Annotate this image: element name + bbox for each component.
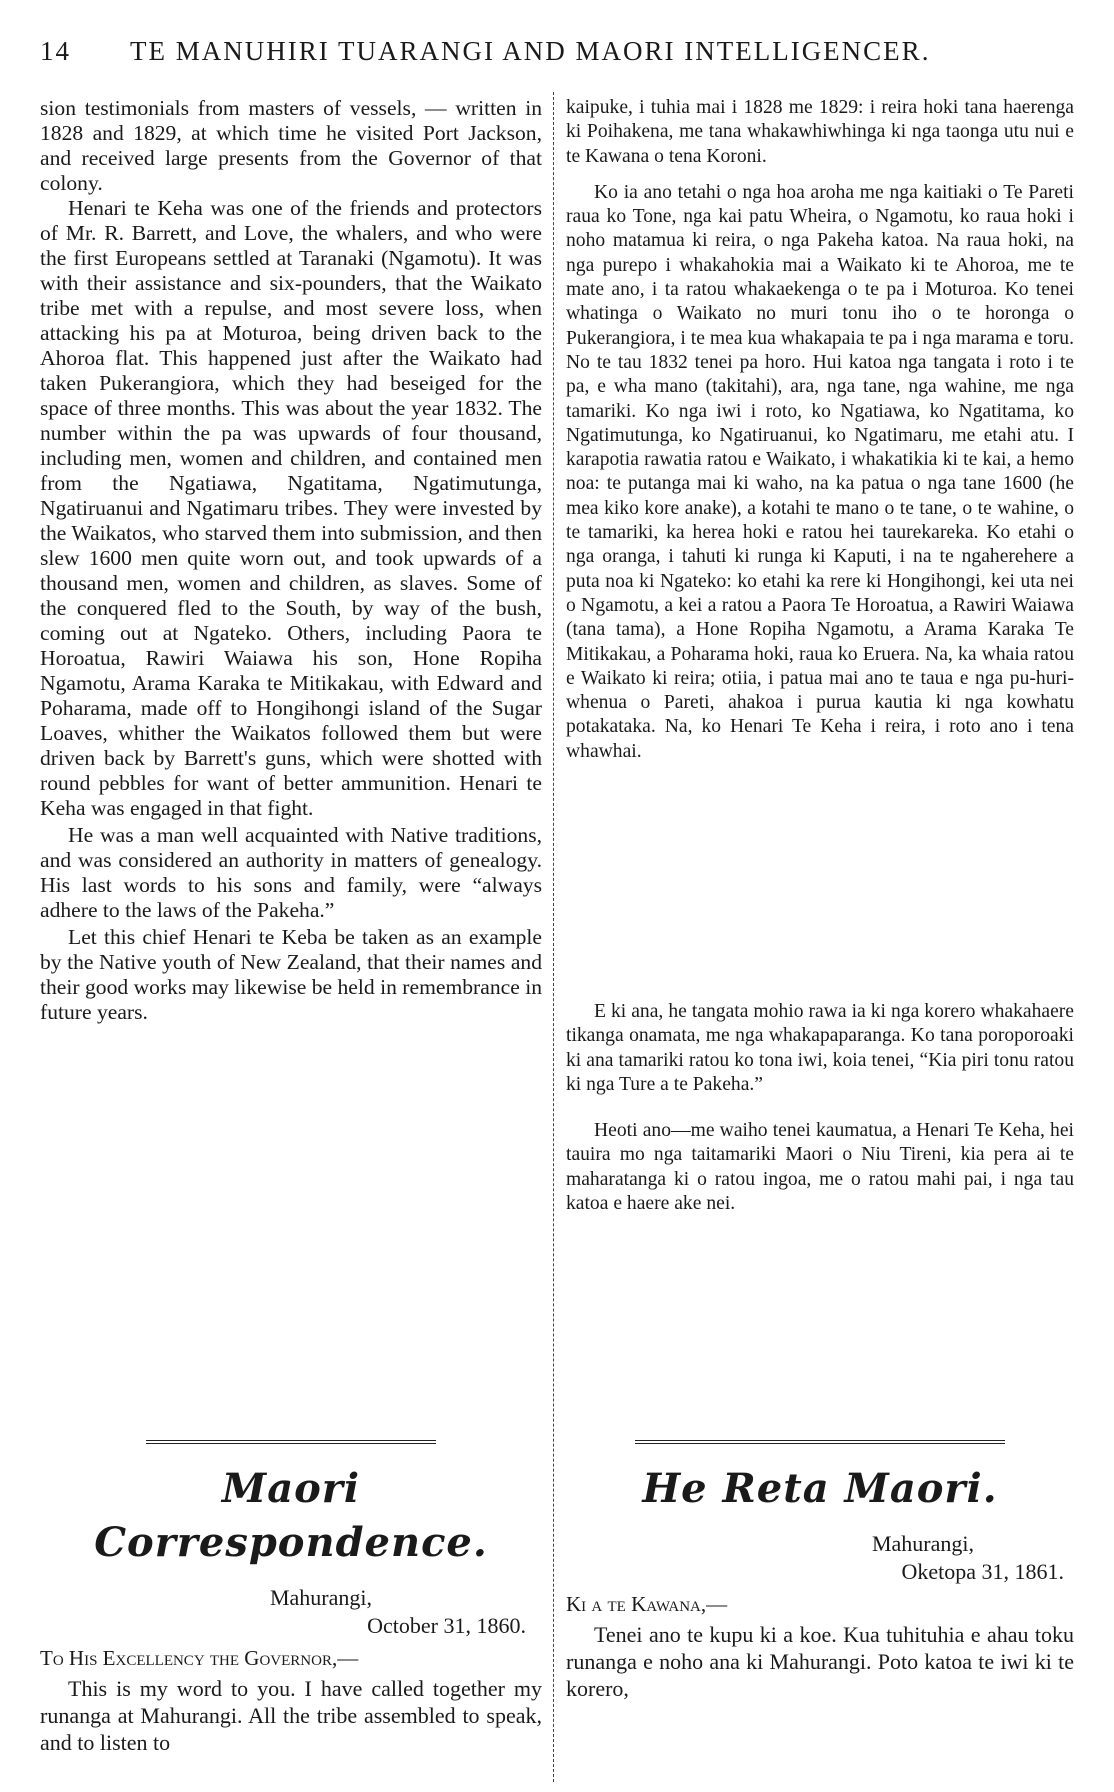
page-number: 14: [40, 36, 71, 66]
english-paragraph: He was a man well acquainted with Native traditions, and was considered an authority in matters of genealogy. His last words to his sons and family, were “always adhere to the laws of the Pakeha.”: [40, 823, 542, 922]
maori-column-lower: [566, 1000, 1074, 1216]
letter-body: Tenei ano te kupu ki a koe. Kua tuhituhia e ahau toku runanga e noho ana ki Mahurangi. Poto katoa te iwi ki te korero,: [566, 1622, 1074, 1701]
english-paragraph: sion testimonials from masters of vessels, — written in 1828 and 1829, at which time he visited Port Jackson, and received large presents from the Governor of that colony.: [40, 96, 542, 195]
letter-date: October 31, 1860.: [367, 1613, 526, 1638]
column-divider: [553, 92, 555, 1782]
running-title: TE MANUHIRI TUARANGI AND MAORI INTELLIGENCER.: [130, 36, 931, 66]
page-header: [40, 36, 1080, 76]
maori-paragraph: E ki ana, he tangata mohio rawa ia ki nga korero whakahaere tikanga onamata, me nga whakapaparanga. Ko tana poroporoaki ki ana tamariki ratou ko tona iwi, koia tenei, “Kia piri tonu ratou ki nga Ture a te Pakeha.”: [566, 1001, 1074, 1095]
english-column: [40, 96, 542, 1025]
letter-body: This is my word to you. I have called together my runanga at Mahurangi. All the tribe assembled to speak, and to listen to: [40, 1676, 542, 1755]
english-paragraph: Henari te Keha was one of the friends and protectors of Mr. R. Barrett, and Love, the whalers, and who were the first Europeans settled at Taranaki (Ngamotu). It was with their assistance and six-pounders, that the Waikato tribe met with a repulse, and most severe loss, when attacking his pa at Moturoa, being driven back to the Ahoroa flat. This happened just after the Waikato had taken Pukerangiora, which they had beseiged for the space of three months. This was about the year 1832. The number within the pa was upwards of four thousand, including men, women and children, and contained men from the Ngatiawa, Ngatitama, Ngatimutunga, Ngatiruanui and Ngatimaru tribes. They were invested by the Waikatos, who starved them into submission, and then slew 1600 men quite worn out, and took upwards of a thousand men, women and children, as slaves. Some of the conquered fled to the South, by way of the bush, coming out at Ngateko. Others, including Paora te Horoatua, Rawiri Waiawa his son, Hone Ropiha Ngamotu, Arama Karaka te Mitikakau, with Edward and Poharama, made off to Hongihongi island of the Sugar Loaves, whither the Waikatos followed them but were driven back by Barrett's guns, which were shotted with round pebbles for want of better ammunition. Henari te Keha was engaged in that fight.: [40, 196, 542, 820]
letter-place: Mahurangi,: [269, 1585, 372, 1610]
section-rule: [635, 1440, 1005, 1444]
letter-salutation: To His Excellency the Governor,—: [40, 1646, 359, 1670]
maori-correspondence: [566, 1440, 1074, 1702]
maori-column: [566, 96, 1074, 764]
maori-paragraph: Heoti ano—me waiho tenei kaumatua, a Henari Te Keha, hei tauira mo nga taitamariki Maori o Niu Tireni, kia pera ai te maharatanga ki o ratou ingoa, me o ratou mahi pai, i nga tau katoa e haere ake nei.: [566, 1120, 1074, 1215]
maori-paragraph: kaipuke, i tuhia mai i 1828 me 1829: i reira hoki tana haerenga ki Poihakena, me tana whakawhiwhinga ki nga taonga utu nui e te Kawana o tena Koroni.: [566, 97, 1074, 167]
letter-salutation: Ki a te Kawana,—: [566, 1592, 728, 1616]
letter-place: Mahurangi,: [871, 1531, 974, 1556]
english-correspondence: [40, 1440, 542, 1756]
letter-date: Oketopa 31, 1861.: [901, 1559, 1064, 1584]
correspondence-heading: He Reta Maori.: [642, 1465, 998, 1512]
maori-paragraph: Ko ia ano tetahi o nga hoa aroha me nga kaitiaki o Te Pareti raua ko Tone, nga kai patu Wheira, o Ngamotu, ko raua hoki i noho matamua ki reira, o nga Pakeha katoa. Na raua hoki, na nga purepo i whakahokia mai a Waikato ki te Ahoroa, me te mate ano, i ta ratou whakaekenga o te pa i Moturoa. Ko tenei whatinga o Waikato no muri tonu iho o te horonga o Pukerangiora, i te mea kua whakapaia te pa i nga marama e toru. No te tau 1832 tenei pa horo. Hui katoa nga tangata i roto i te pa, e wha mano (takitahi), ara, nga tane, nga wahine, me nga tamariki. Ko nga iwi i roto, ko Ngatiawa, ko Ngatitama, ko Ngatimutunga, ko Ngatiruanui, ko Ngatimaru, me etahi atu. I karapotia rawatia ratou e Waikato, i whakatikia ki te kai, a hemo noa: te putanga mai ki waho, na ka patua o nga tane 1600 (he mea kiko kore anake), a kotahi te mano o te tane, o te wahine, o te tamariki, ka herea hoki e ratou hei taurekareka. Ko etahi o nga oranga, i tahuti ki runga ki Kaputi, i na te ngaherehere a puta noa ki Ngateko: ko etahi ka rere ki Hongihongi, kei uta nei o Ngamotu, a kei a ratou a Paora Te Horoatua, a Rawiri Waiawa (tana tama), a Hone Ropiha Ngamotu, a Arama Karaka Te Mitikakau, a Poharama hoki, raua ko Eruera. Na, ka whaia ratou e Waikato ki reira; otiia, i patua mai ano te taua e nga pu-huri-whenua o Pareti, ahakoa i purua kautia ki nga kowhatu potakataka. Na, ko Henari Te Keha i reira, i roto ano i tena whawhai.: [566, 181, 1074, 762]
correspondence-heading: Maori Correspondence.: [94, 1465, 488, 1566]
section-rule: [146, 1440, 436, 1444]
english-paragraph: Let this chief Henari te Keba be taken as an example by the Native youth of New Zealand, that their names and their good works may likewise be held in remembrance in future years.: [40, 925, 542, 1024]
